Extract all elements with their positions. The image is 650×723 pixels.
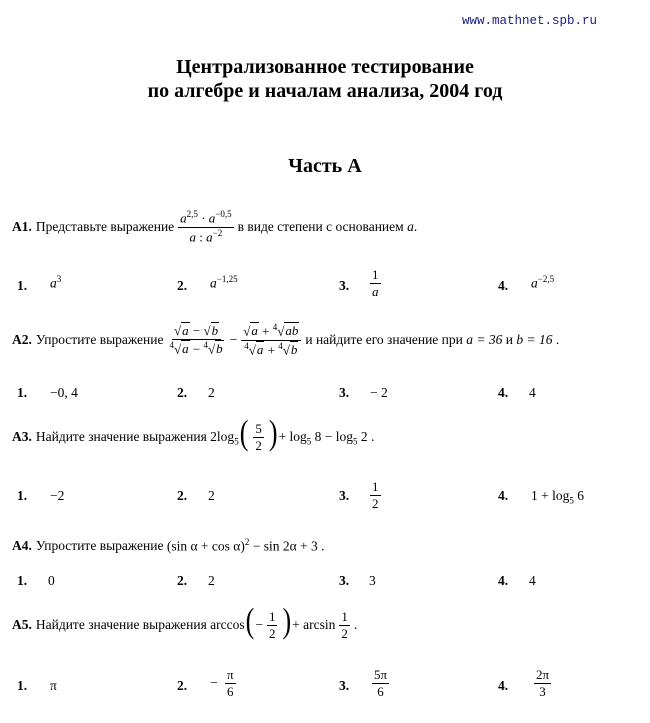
answer-num: 1. — [17, 678, 28, 693]
answer-value: π — [50, 678, 57, 693]
question-text: Представьте выражение — [35, 219, 175, 235]
answer-num: 4. — [498, 488, 509, 503]
formula-a2-right: $\frac{√a + ^4√ab}{^4√a + ^4√b}$ — [241, 323, 301, 357]
question-id: A1. — [12, 219, 32, 235]
question-id: A3. — [12, 428, 32, 444]
answer-num: 3. — [339, 678, 350, 693]
answer-value: 2 — [208, 573, 215, 588]
question-id: A4. — [12, 537, 32, 553]
question-id: A2. — [12, 332, 32, 348]
formula-a2-left: $\frac{√a - √b}{^4√a - ^4√b}$ — [169, 322, 223, 357]
question-a2: A2. Упростите выражение $\frac{√a - √b}{^4√a - ^4√b}$ − $\frac{√a + ^4√ab}{^4√a + ^4√b}$ и найдите его значение при a = 36 и b = 16 . — [12, 322, 560, 357]
part-heading: Часть А — [288, 155, 362, 177]
answer-value: 0 — [48, 573, 55, 588]
answers-a3 — [0, 479, 650, 518]
answer-num: 2. — [177, 385, 188, 400]
answer-value: 2 — [208, 385, 215, 400]
question-text: Упростите выражение — [35, 537, 164, 553]
question-text: Упростите выражение — [35, 332, 164, 348]
answer-num: 4. — [498, 678, 509, 693]
question-text-after: и найдите его значение при — [305, 332, 463, 348]
condition-and: и — [505, 332, 513, 348]
question-text-after: в виде степени с основанием — [237, 219, 404, 235]
answer-value: − $\frac{\pi}{6}$ — [210, 667, 234, 700]
answer-num: 1. — [17, 488, 28, 503]
answer-value: − 2 — [370, 385, 388, 400]
answer-num: 1. — [17, 573, 28, 588]
answer-num: 4. — [498, 278, 509, 293]
question-a5 — [12, 600, 358, 642]
answer-num: 3. — [339, 488, 350, 503]
answer-value: $\frac{1}{a}$ — [372, 267, 379, 300]
answer-num: 2. — [177, 488, 188, 503]
question-a4 — [12, 537, 325, 555]
answers-a2 — [0, 385, 650, 405]
answer-num: 1. — [17, 385, 28, 400]
answers-a5 — [0, 667, 650, 718]
answer-value: −0, 4 — [50, 385, 78, 400]
answer-num: 4. — [498, 385, 509, 400]
question-var: a — [407, 219, 414, 235]
answer-value: 3 — [369, 573, 376, 588]
answer-num: 3. — [339, 385, 350, 400]
question-text: Найдите значение выражения — [35, 428, 207, 444]
condition-b: b = 16 — [516, 332, 553, 348]
answer-value: $\frac{1}{2}$ — [372, 479, 379, 512]
answer-value: 4 — [529, 385, 536, 400]
answer-num: 1. — [17, 278, 28, 293]
answer-num: 4. — [498, 573, 509, 588]
answer-value: $a^{-2,5}$ — [531, 274, 555, 291]
answer-value: 2 — [208, 488, 215, 503]
condition-a: a = 36 — [466, 332, 503, 348]
answers-a1 — [0, 267, 650, 308]
title-line-1: Централизованное тестирование — [176, 56, 474, 78]
question-text: Найдите значение выражения — [35, 616, 207, 632]
answer-value: $1 + \log_5 6$ — [531, 488, 584, 506]
answers-a4 — [0, 573, 650, 593]
formula-a4: (sin α + cos α)$^2$ − sin 2α + 3 . — [166, 537, 325, 554]
answer-num: 2. — [177, 678, 188, 693]
site-url[interactable]: www.mathnet.spb.ru — [462, 14, 598, 28]
question-a3 — [12, 412, 375, 454]
question-a1: A1. Представьте выражение $\frac{a^{2,5} \cdot a^{-0,5}}{a : a^{-2}}$ в виде степени с основанием a . — [12, 209, 418, 244]
question-id: A5. — [12, 616, 32, 632]
title-line-2: по алгебре и началам анализа, 2004 год — [147, 80, 503, 102]
answer-num: 3. — [339, 278, 350, 293]
formula-a3: $2\log_5$( $\frac{5}{2}$ )+ $\log_5 8 - \log_5 2$ . — [210, 412, 375, 454]
answer-value: $\frac{5\pi}{6}$ — [374, 667, 388, 700]
answer-num: 2. — [177, 278, 188, 293]
answer-value: −2 — [50, 488, 65, 503]
answer-value: 4 — [529, 573, 536, 588]
answer-num: 3. — [339, 573, 350, 588]
answer-num: 2. — [177, 573, 188, 588]
answer-value: $a^{-1,25}$ — [210, 274, 238, 291]
answer-value: $\frac{2\pi}{3}$ — [536, 667, 550, 700]
formula-a5: arccos(− $\frac{1}{2}$ )+ arcsin $\frac{1}{2}$ . — [210, 600, 358, 642]
answer-value: $a^3$ — [50, 274, 62, 291]
formula-a1: $\frac{a^{2,5} \cdot a^{-0,5}}{a : a^{-2}}$ — [180, 209, 232, 244]
